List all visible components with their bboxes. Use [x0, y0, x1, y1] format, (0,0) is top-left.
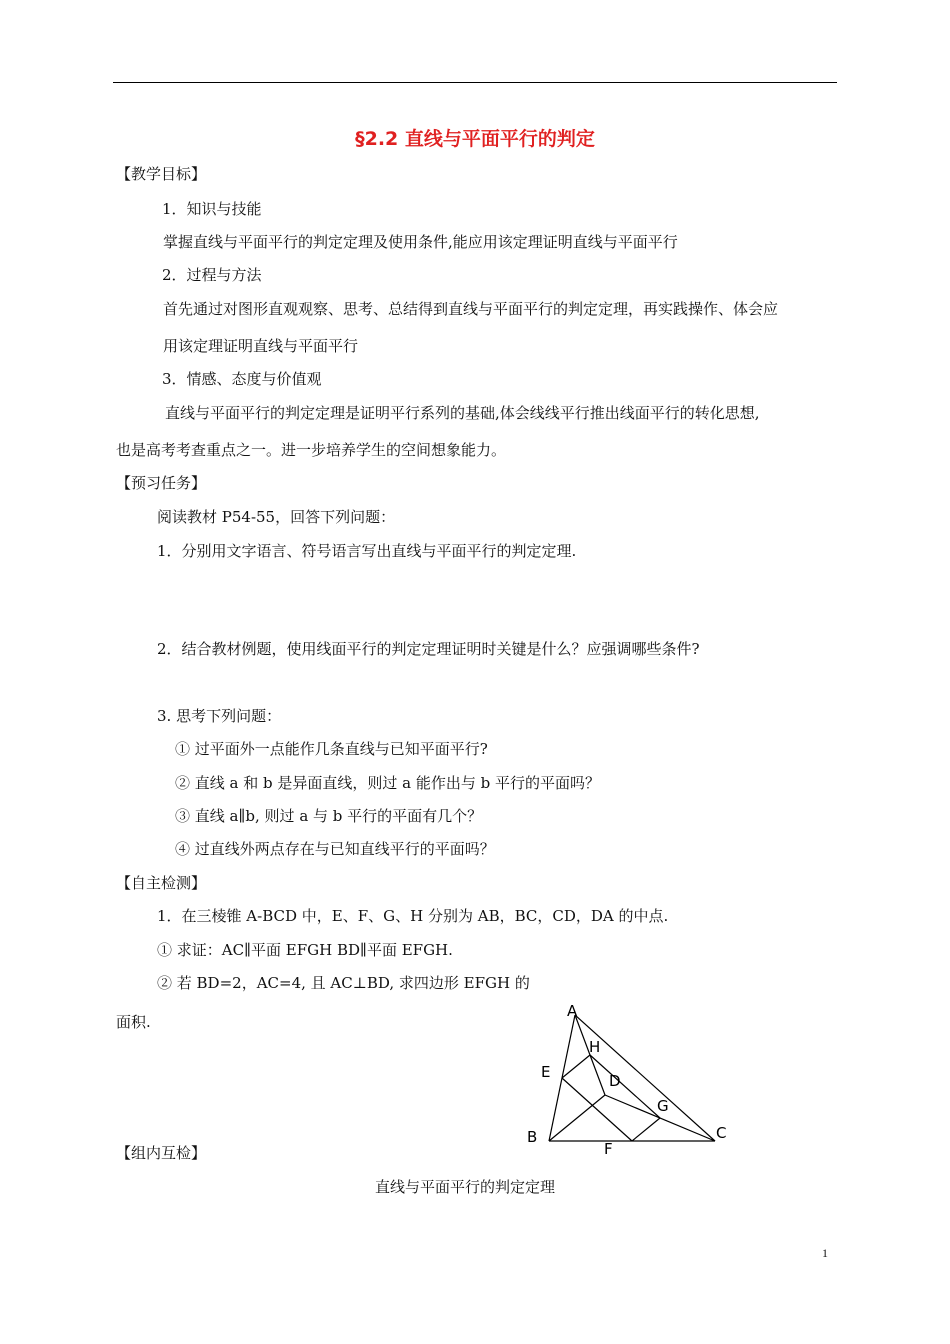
objective-2-text-b: 用该定理证明直线与平面平行: [163, 337, 359, 355]
objective-1-heading: 1．知识与技能: [162, 200, 262, 218]
preview-subquestion-2: ② 直线 a 和 b 是异面直线，则过 a 能作出与 b 平行的平面吗？: [175, 774, 601, 792]
label-g: G: [657, 1097, 669, 1115]
objective-2-heading: 2．过程与方法: [162, 266, 262, 284]
label-c: C: [716, 1124, 727, 1142]
section-heading-preview: 【预习任务】: [116, 474, 207, 492]
objective-3-text-a: 直线与平面平行的判定定理是证明平行系列的基础,体会线线平行推出线面平行的转化思想,: [165, 404, 760, 422]
selfcheck-question-1: 1．在三棱锥 A-BCD 中，E、F、G、H 分别为 AB，BC，CD，DA 的中点.: [157, 907, 669, 925]
edge-gf: [632, 1118, 660, 1141]
selfcheck-part-1: ① 求证：AC∥平面 EFGH BD∥平面 EFGH.: [157, 941, 453, 959]
objective-3-heading: 3．情感、态度与价值观: [162, 370, 322, 388]
page-title: §2.2 直线与平面平行的判定: [355, 128, 595, 150]
preview-intro: 阅读教材 P54-55，回答下列问题：: [157, 508, 396, 526]
section-heading-objectives: 【教学目标】: [116, 165, 207, 183]
objective-3-text-b: 也是高考考查重点之一。进一步培养学生的空间想象能力。: [116, 441, 507, 459]
objective-2-text-a: 首先通过对图形直观观察、思考、总结得到直线与平面平行的判定定理，再实践操作、体会应: [163, 300, 779, 318]
preview-subquestion-4: ④ 过直线外两点存在与已知直线平行的平面吗？: [175, 840, 495, 858]
label-f: F: [604, 1140, 613, 1158]
label-a: A: [567, 1002, 578, 1020]
preview-question-1: 1．分别用文字语言、符号语言写出直线与平面平行的判定定理.: [157, 542, 577, 560]
section-heading-selfcheck: 【自主检测】: [116, 874, 207, 892]
label-b: B: [527, 1128, 538, 1146]
selfcheck-part-2: ② 若 BD=2，AC=4, 且 AC⊥BD, 求四边形 EFGH 的: [157, 974, 530, 992]
preview-question-2: 2．结合教材例题，使用线面平行的判定定理证明时关键是什么？应强调哪些条件?: [157, 640, 700, 658]
preview-subquestion-1: ① 过平面外一点能作几条直线与已知平面平行?: [175, 740, 488, 758]
selfcheck-part-2-continued: 面积.: [116, 1013, 151, 1031]
label-h: H: [589, 1038, 601, 1056]
tetrahedron-figure: [520, 995, 740, 1165]
edge-ac: [575, 1015, 715, 1141]
header-rule: [113, 82, 837, 83]
label-d: D: [609, 1072, 621, 1090]
preview-question-3: 3. 思考下列问题：: [157, 707, 282, 725]
edge-hg: [590, 1055, 660, 1118]
label-e: E: [541, 1063, 551, 1081]
peer-caption: 直线与平面平行的判定定理: [375, 1178, 556, 1196]
section-heading-peer: 【组内互检】: [116, 1144, 207, 1162]
preview-subquestion-3: ③ 直线 a∥b, 则过 a 与 b 平行的平面有几个？: [175, 807, 483, 825]
objective-1-text: 掌握直线与平面平行的判定定理及使用条件,能应用该定理证明直线与平面平行: [163, 233, 678, 251]
page-number: 1: [822, 1246, 828, 1260]
edge-fe: [562, 1078, 632, 1141]
